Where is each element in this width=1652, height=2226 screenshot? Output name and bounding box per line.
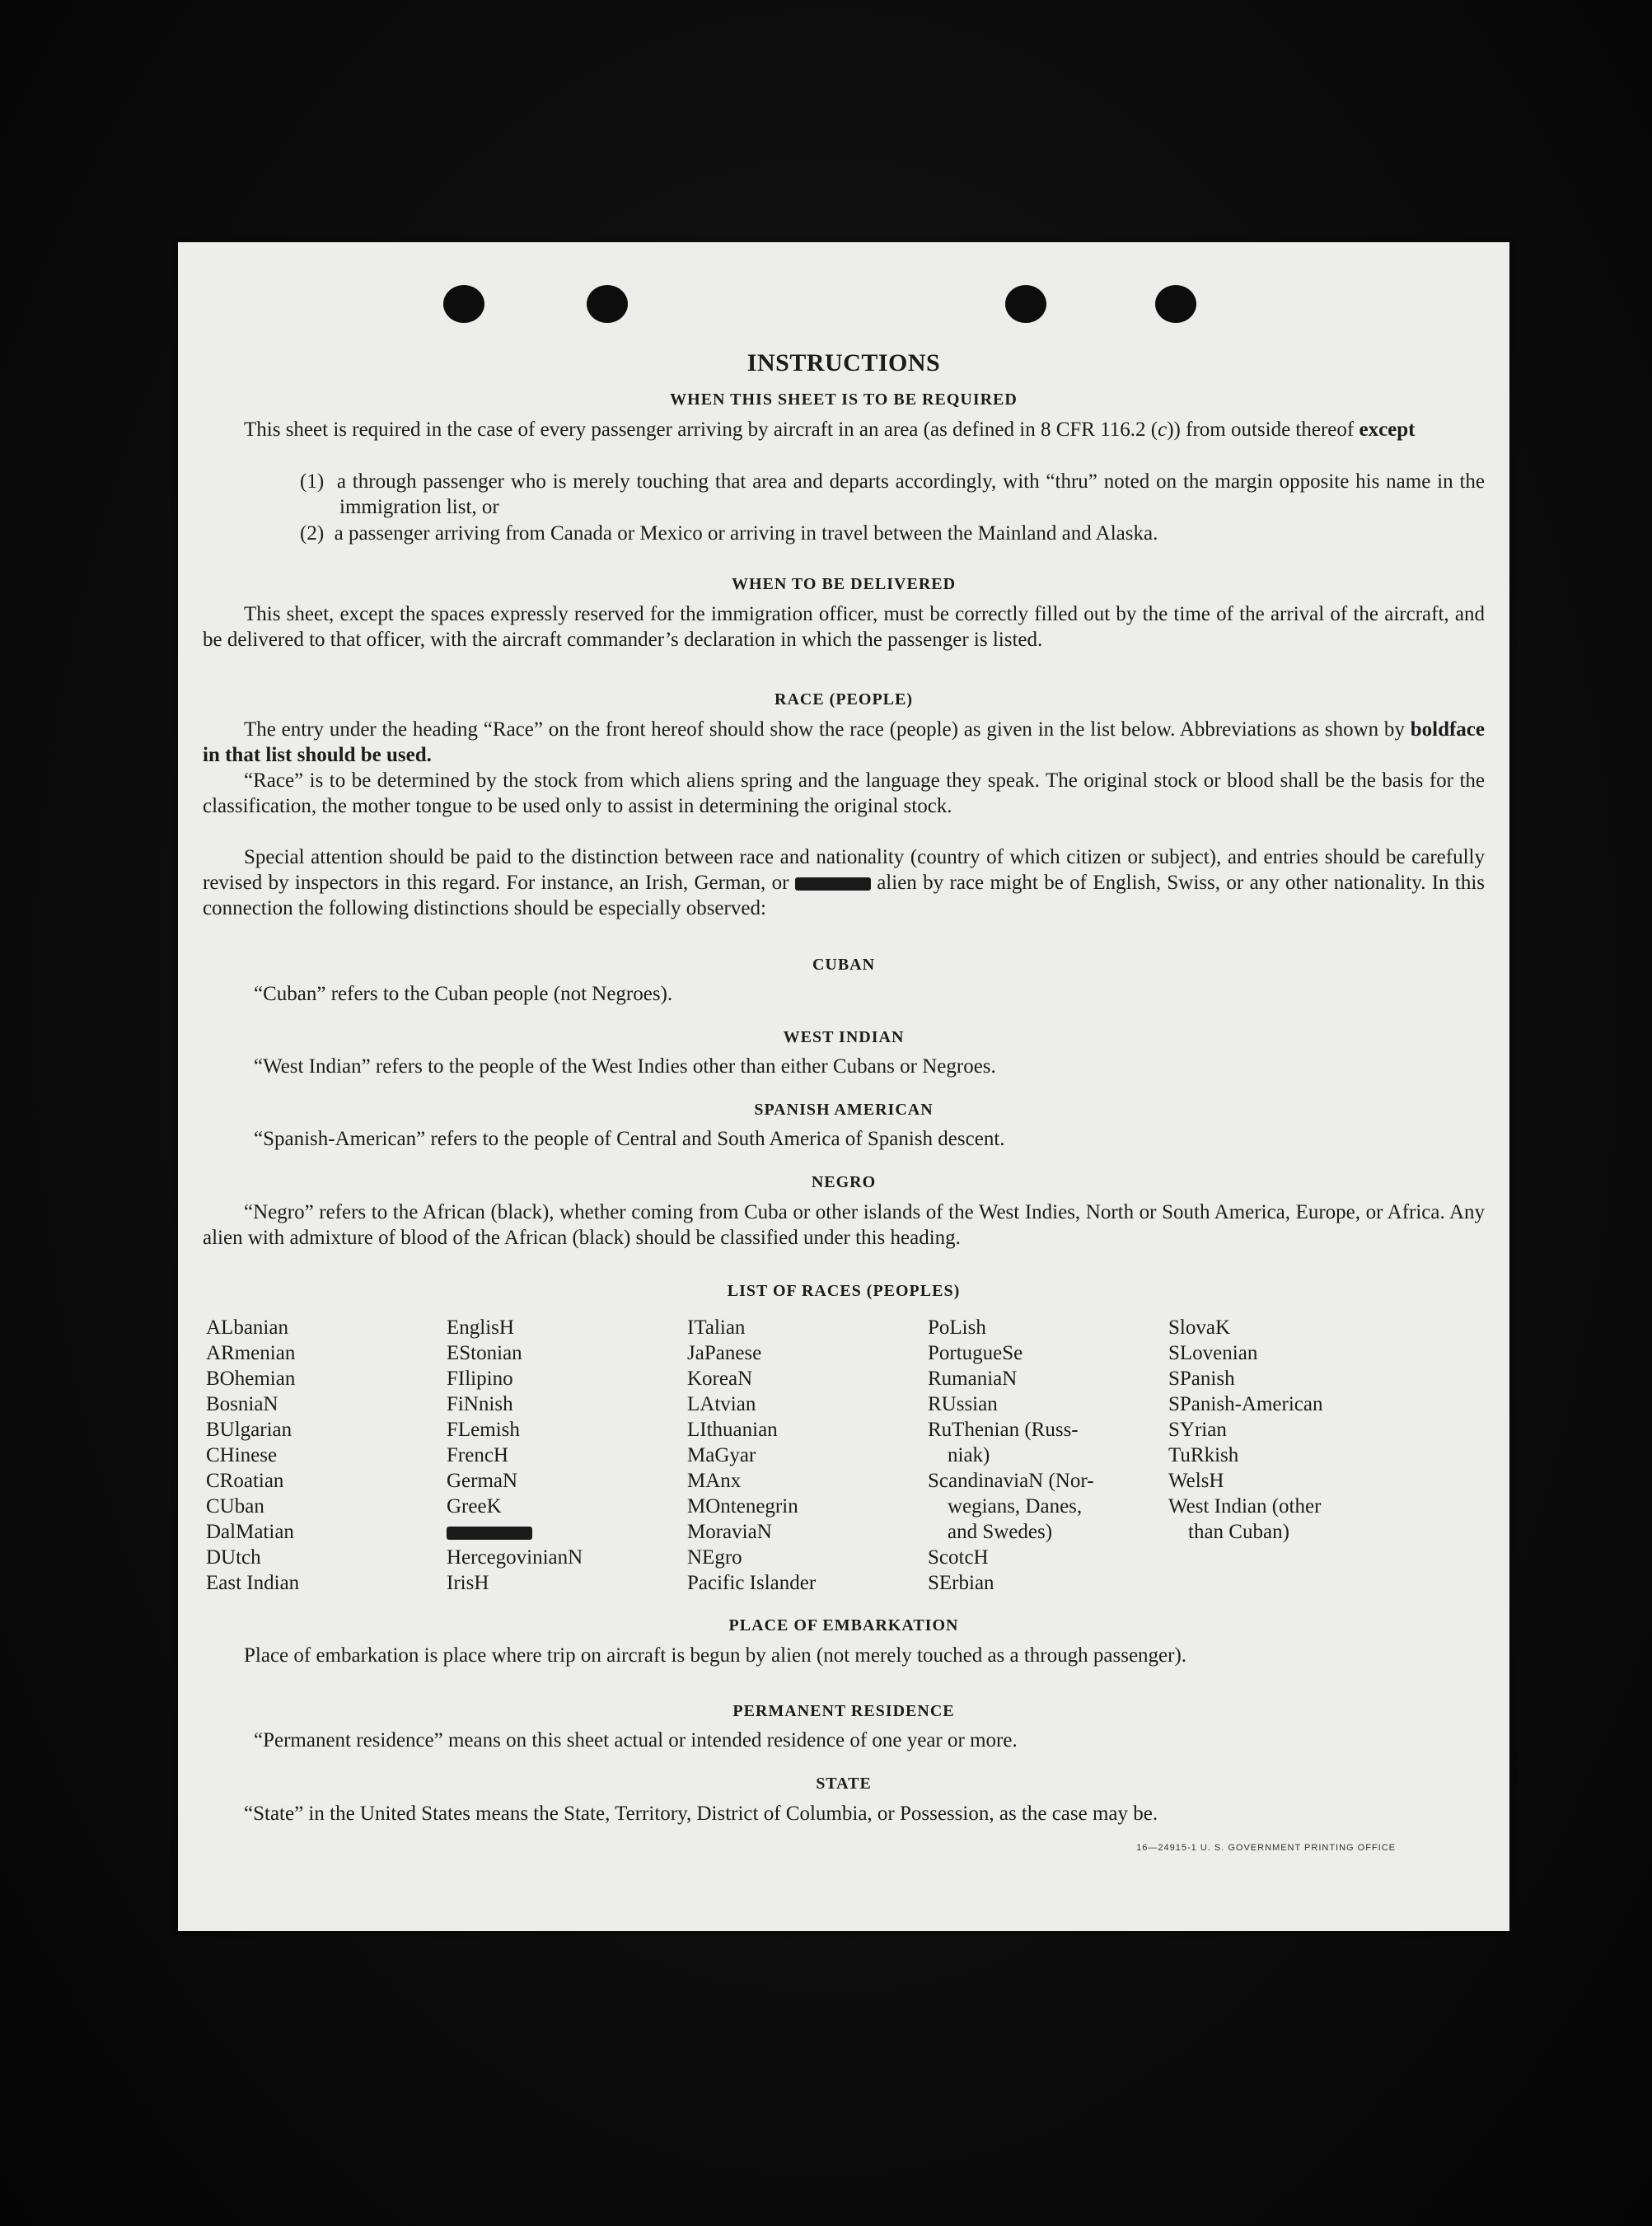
race-item: CRoatian bbox=[206, 1470, 284, 1492]
race-item: SPanish-American bbox=[1168, 1393, 1323, 1415]
race-item: BOhemian bbox=[206, 1368, 296, 1390]
race-item: CHinese bbox=[206, 1444, 278, 1466]
race-item: SLovenian bbox=[1168, 1342, 1258, 1364]
race-item-continuation: niak) bbox=[948, 1444, 990, 1466]
race-item: WelsH bbox=[1168, 1470, 1224, 1492]
punch-hole bbox=[1005, 285, 1046, 323]
heading-place-of-embarkation: PLACE OF EMBARKATION bbox=[728, 1616, 959, 1634]
race-column-1 bbox=[206, 1315, 299, 1596]
page-title: INSTRUCTIONS bbox=[746, 349, 941, 376]
race-item: ALbanian bbox=[206, 1316, 288, 1339]
race-item: ScandinaviaN (Nor- bbox=[928, 1470, 1094, 1492]
document-page bbox=[178, 242, 1509, 1931]
race-item: FrencH bbox=[447, 1444, 508, 1466]
race-item: RuThenian (Russ- bbox=[928, 1419, 1079, 1441]
race-column-3 bbox=[687, 1315, 816, 1596]
punch-hole bbox=[443, 285, 484, 323]
heading-spanish-american: SPANISH AMERICAN bbox=[754, 1101, 934, 1119]
race-item: PoLish bbox=[928, 1316, 986, 1339]
heading-cuban: CUBAN bbox=[812, 956, 876, 974]
race-item-redacted bbox=[447, 1519, 583, 1545]
heading-permanent-residence: PERMANENT RESIDENCE bbox=[732, 1702, 955, 1720]
race-item: RUssian bbox=[928, 1393, 998, 1415]
race-item: GreeK bbox=[447, 1495, 502, 1518]
race-item: DalMatian bbox=[206, 1521, 294, 1543]
spanish-american-text: “Spanish-American” refers to the people of Central and South America of Spanish descent. bbox=[254, 1128, 1005, 1150]
heading-west-indian: WEST INDIAN bbox=[783, 1028, 905, 1046]
heading-when-required: WHEN THIS SHEET IS TO BE REQUIRED bbox=[670, 390, 1018, 409]
race-item: LAtvian bbox=[687, 1393, 756, 1415]
race-paragraph-1: The entry under the heading “Race” on the front hereof should show the race (people) as given in the list below. Abbreviations as shown by boldface in that list should be used. bbox=[203, 718, 1485, 766]
race-item: SErbian bbox=[928, 1572, 994, 1594]
race-item: MAnx bbox=[687, 1470, 742, 1492]
race-column-4 bbox=[928, 1315, 1094, 1596]
race-item: TuRkish bbox=[1168, 1444, 1239, 1466]
race-item: HercegovinianN bbox=[447, 1546, 583, 1569]
race-item: PortugueSe bbox=[928, 1342, 1023, 1364]
redaction-mark bbox=[795, 877, 871, 891]
race-item: KoreaN bbox=[687, 1368, 753, 1390]
punch-hole bbox=[1155, 285, 1196, 323]
race-item-continuation: and Swedes) bbox=[948, 1521, 1053, 1543]
punch-hole bbox=[587, 285, 628, 323]
race-item: CUban bbox=[206, 1495, 264, 1518]
residence-text: “Permanent residence” means on this sheet actual or intended residence of one year or more. bbox=[254, 1729, 1018, 1751]
embarkation-text: Place of embarkation is place where trip on aircraft is begun by alien (not merely touched as a through passenger). bbox=[244, 1644, 1187, 1667]
race-item: MOntenegrin bbox=[687, 1495, 798, 1518]
race-item: SlovaK bbox=[1168, 1316, 1230, 1339]
race-item: EStonian bbox=[447, 1342, 522, 1364]
heading-negro: NEGRO bbox=[811, 1173, 877, 1191]
race-item: NEgro bbox=[687, 1546, 742, 1569]
race-item: BosniaN bbox=[206, 1393, 278, 1415]
heading-when-delivered: WHEN TO BE DELIVERED bbox=[731, 575, 957, 593]
race-item: RumaniaN bbox=[928, 1368, 1018, 1390]
race-item: ITalian bbox=[687, 1316, 746, 1339]
redaction-mark bbox=[447, 1527, 532, 1540]
race-item-continuation: wegians, Danes, bbox=[948, 1495, 1083, 1518]
printing-office-code: 16—24915-1 U. S. GOVERNMENT PRINTING OFFICE bbox=[1136, 1843, 1396, 1853]
race-item: ARmenian bbox=[206, 1342, 296, 1364]
state-text: “State” in the United States means the State, Territory, District of Columbia, or Possession, as the case may be. bbox=[244, 1803, 1158, 1825]
race-column-5 bbox=[1168, 1315, 1322, 1545]
race-item: BUlgarian bbox=[206, 1419, 292, 1441]
race-item: IrisH bbox=[447, 1572, 489, 1594]
race-item: FLemish bbox=[447, 1419, 520, 1441]
heading-list-of-races: LIST OF RACES (PEOPLES) bbox=[727, 1282, 961, 1300]
race-item: FiNnish bbox=[447, 1393, 513, 1415]
delivered-text: This sheet, except the spaces expressly reserved for the immigration officer, must be correctly filled out by the time of the arrival of the aircraft, and be delivered to that officer, with the aircraft commander’s declaration in which the passenger is listed. bbox=[203, 603, 1485, 651]
race-item: EnglisH bbox=[447, 1316, 514, 1339]
race-item: SYrian bbox=[1168, 1419, 1227, 1441]
race-item-continuation: than Cuban) bbox=[1188, 1521, 1289, 1543]
race-item: MoraviaN bbox=[687, 1521, 772, 1543]
race-column-2 bbox=[447, 1315, 583, 1596]
heading-state: STATE bbox=[816, 1775, 872, 1793]
race-item: East Indian bbox=[206, 1572, 300, 1594]
race-item: JaPanese bbox=[687, 1342, 762, 1364]
race-item: GermaN bbox=[447, 1470, 518, 1492]
race-paragraph-2: “Race” is to be determined by the stock from which aliens spring and the language they speak. The original stock or blood shall be the basis for the classification, the mother tongue to be used only to assist in determining the original stock. bbox=[203, 769, 1485, 817]
required-item-2: (2) a passenger arriving from Canada or Mexico or arriving in travel between the Mainland and Alaska. bbox=[300, 522, 1158, 545]
heading-race: RACE (PEOPLE) bbox=[775, 690, 913, 708]
race-item: MaGyar bbox=[687, 1444, 756, 1466]
race-item: LIthuanian bbox=[687, 1419, 778, 1441]
race-item: DUtch bbox=[206, 1546, 261, 1569]
race-item: SPanish bbox=[1168, 1368, 1235, 1390]
race-item: FIlipino bbox=[447, 1368, 513, 1390]
race-item: ScotcH bbox=[928, 1546, 989, 1569]
race-item: Pacific Islander bbox=[687, 1572, 817, 1594]
negro-text: “Negro” refers to the African (black), whether coming from Cuba or other islands of the West Indies, North or South America, Europe, or Africa. Any alien with admixture of blood of the African (black) should be classified under this heading. bbox=[203, 1201, 1485, 1249]
west-indian-text: “West Indian” refers to the people of the West Indies other than either Cubans or Negroes. bbox=[254, 1055, 996, 1078]
race-paragraph-3: Special attention should be paid to the distinction between race and nationality (country of which citizen or subject), and entries should be carefully revised by inspectors in this regard. For instance, an Irish, German, or alien by race might be of English, Swiss, or any other nationality. In this connection the following distinctions should be especially observed: bbox=[203, 846, 1486, 919]
required-item-1: (1) a through passenger who is merely touching that area and departs accordingly, with “thru” noted on the margin opposite his name in the immigration list, or bbox=[300, 470, 1485, 518]
race-item: West Indian (other bbox=[1168, 1495, 1322, 1518]
required-intro: This sheet is required in the case of every passenger arriving by aircraft in an area (as defined in 8 CFR 116.2 (c)) from outside thereof except bbox=[244, 419, 1416, 441]
cuban-text: “Cuban” refers to the Cuban people (not Negroes). bbox=[254, 983, 673, 1005]
